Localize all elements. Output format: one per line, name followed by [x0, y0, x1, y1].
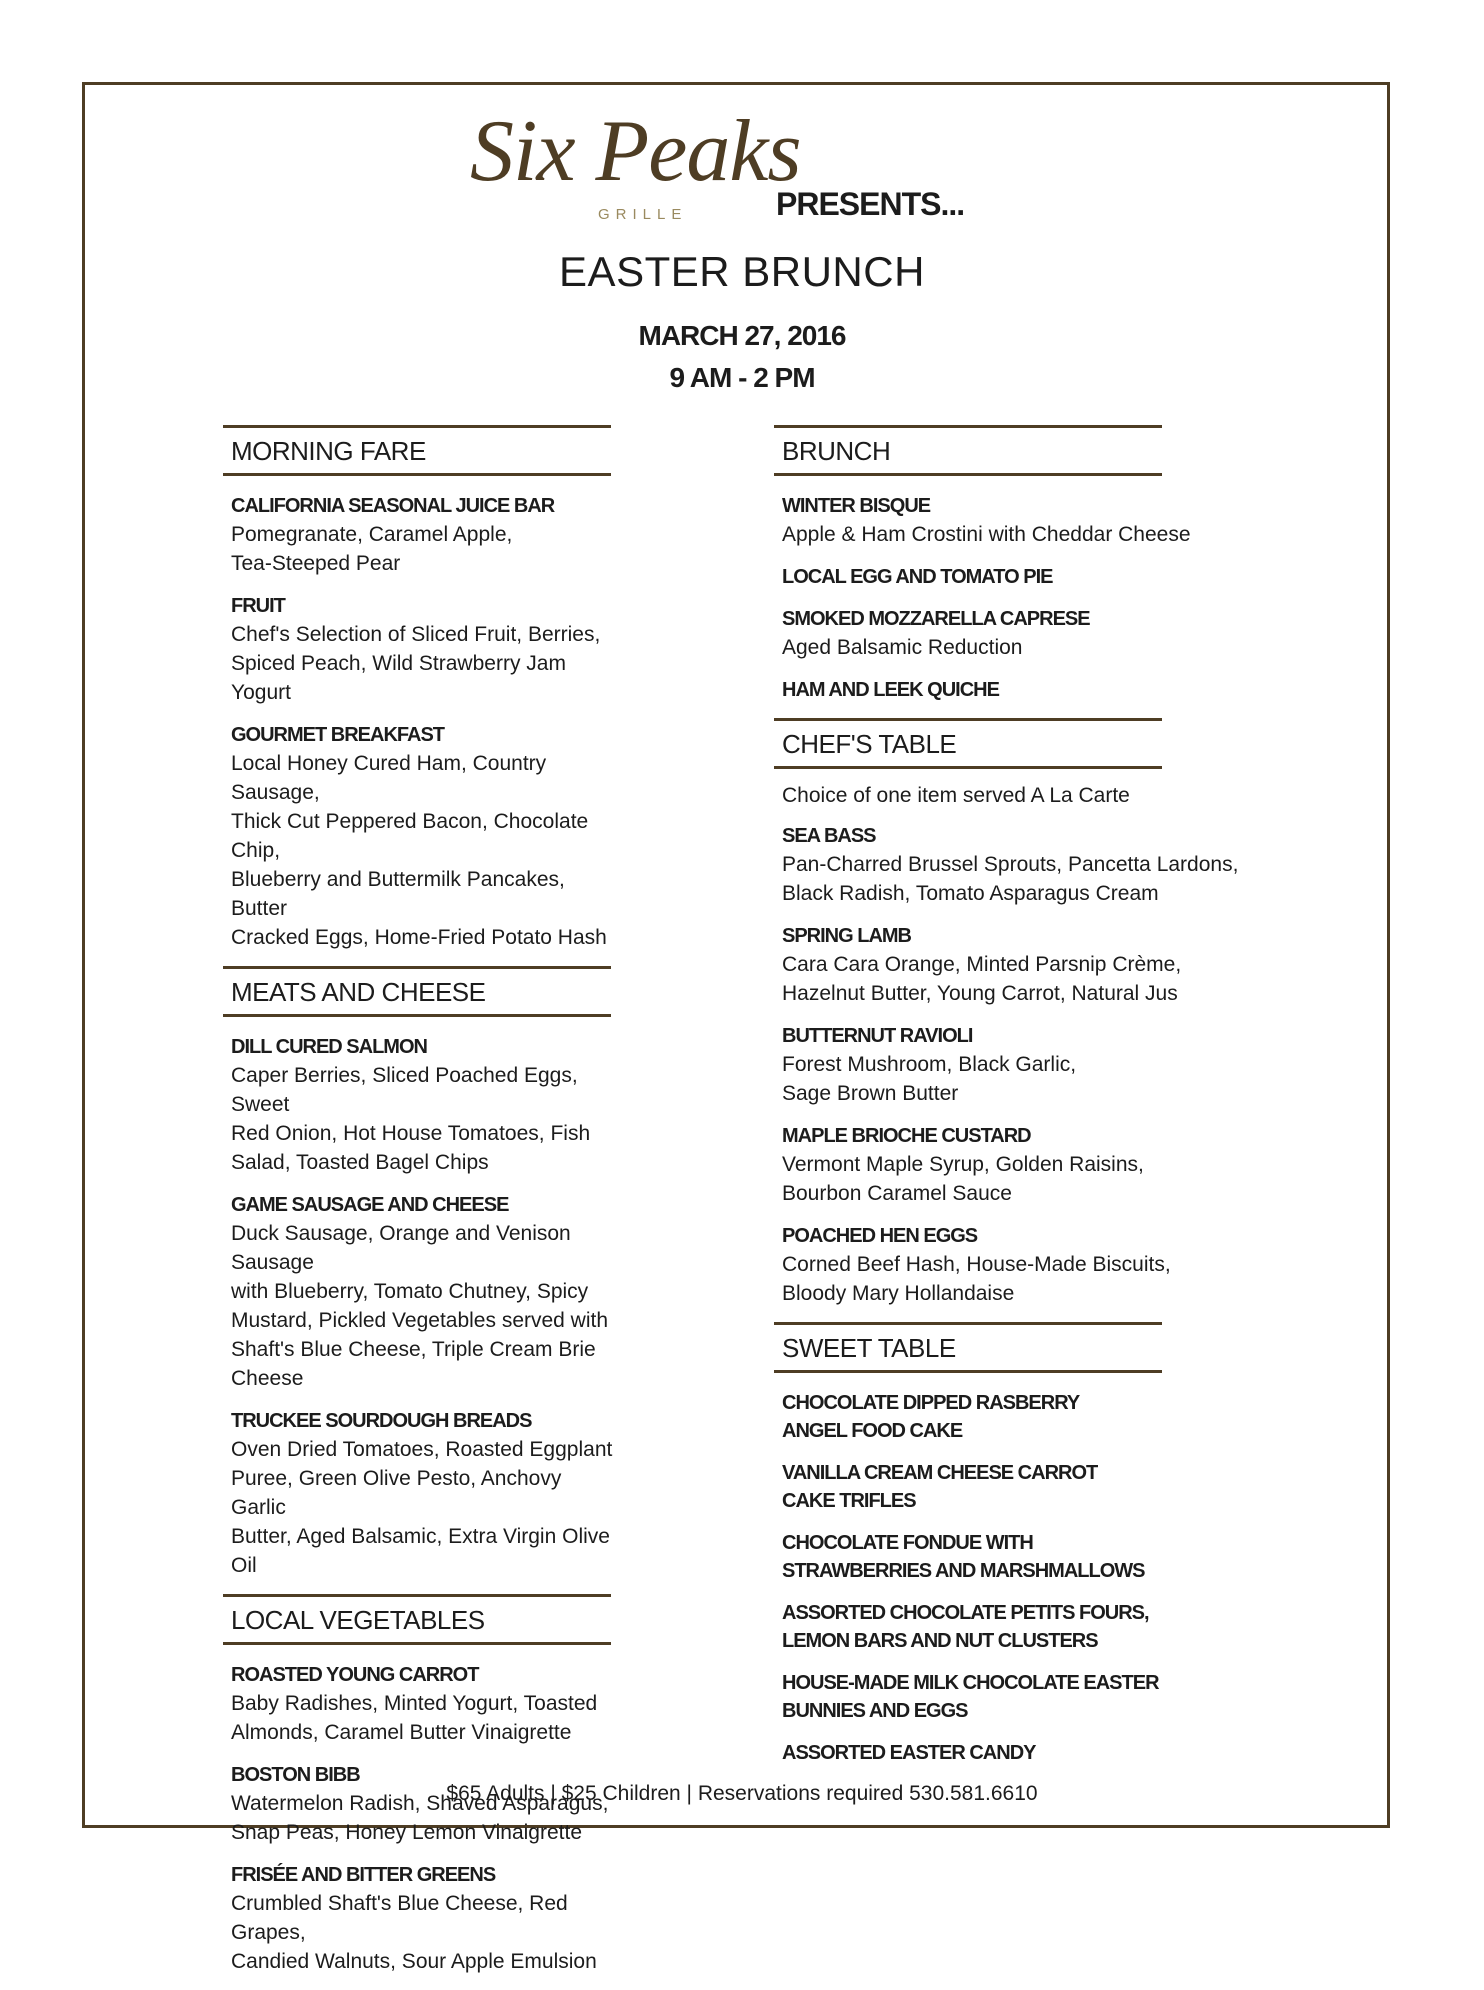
pricing-footer: $65 Adults | $25 Children | Reservations required 530.581.6610 — [446, 1782, 1038, 1805]
section-title: SWEET TABLE — [774, 1322, 1162, 1373]
menu-item-name: HOUSE-MADE MILK CHOCOLATE EASTER BUNNIES AND EGGS — [782, 1672, 1159, 1722]
menu-item — [231, 592, 613, 707]
section-title: CHEF'S TABLE — [774, 718, 1162, 769]
menu-item-name: CHOCOLATE FONDUE WITH STRAWBERRIES AND MARSHMALLOWS — [782, 1532, 1145, 1582]
menu-item-name: FRUIT — [231, 595, 285, 617]
menu-item — [231, 1407, 613, 1580]
menu-item-name: ASSORTED CHOCOLATE PETITS FOURS, LEMON BARS AND NUT CLUSTERS — [782, 1602, 1149, 1652]
menu-item-name: BUTTERNUT RAVIOLI — [782, 1025, 973, 1047]
menu-section — [774, 718, 1294, 1308]
menu-item — [782, 822, 1294, 908]
menu-item — [231, 1861, 613, 1976]
menu-item-description: Chef's Selection of Sliced Fruit, Berries, Spiced Peach, Wild Strawberry Jam Yogurt — [231, 623, 601, 704]
section-title: LOCAL VEGETABLES — [223, 1594, 611, 1645]
menu-item-name: BOSTON BIBB — [231, 1764, 360, 1786]
section-title: MEATS AND CHEESE — [223, 966, 611, 1017]
menu-item — [231, 492, 613, 578]
event-hours: 9 AM - 2 PM — [669, 362, 815, 393]
menu-item-name: FRISÉE AND BITTER GREENS — [231, 1864, 496, 1886]
menu-item-name: LOCAL EGG AND TOMATO PIE — [782, 566, 1053, 588]
menu-item-description: Crumbled Shaft's Blue Cheese, Red Grapes, Candied Walnuts, Sour Apple Emulsion — [231, 1892, 597, 1973]
menu-item-description: Vermont Maple Syrup, Golden Raisins, Bourbon Caramel Sauce — [782, 1153, 1144, 1205]
menu-item-name: CALIFORNIA SEASONAL JUICE BAR — [231, 495, 555, 517]
menu-item-name: CHOCOLATE DIPPED RASBERRY ANGEL FOOD CAKE — [782, 1392, 1080, 1442]
menu-item-name: SEA BASS — [782, 825, 876, 847]
menu-item-description: Watermelon Radish, Shaved Asparagus, Snap Peas, Honey Lemon Vinaigrette — [231, 1792, 609, 1844]
menu-column-left — [223, 425, 613, 1990]
menu-item — [231, 1661, 613, 1747]
menu-item-name: SMOKED MOZZARELLA CAPRESE — [782, 608, 1090, 630]
menu-item-description: Apple & Ham Crostini with Cheddar Cheese — [782, 523, 1191, 546]
menu-item-name: TRUCKEE SOURDOUGH BREADS — [231, 1410, 532, 1432]
menu-item-description: Corned Beef Hash, House-Made Biscuits, Bloody Mary Hollandaise — [782, 1253, 1171, 1305]
menu-item-description: Oven Dried Tomatoes, Roasted Eggplant Puree, Green Olive Pesto, Anchovy Garlic Butter, Aged Balsamic, Extra Virgin Olive Oil — [231, 1438, 613, 1577]
section-title: MORNING FARE — [223, 425, 611, 476]
menu-section — [223, 966, 613, 1580]
menu-item-description: Caper Berries, Sliced Poached Eggs, Sweet Red Onion, Hot House Tomatoes, Fish Salad, Toasted Bagel Chips — [231, 1064, 591, 1174]
menu-item — [782, 1222, 1294, 1308]
menu-item — [782, 1122, 1294, 1208]
menu-item-name: HAM AND LEEK QUICHE — [782, 679, 999, 701]
presents-text: PRESENTS... — [776, 186, 965, 222]
logo-subtitle: GRILLE — [598, 206, 688, 223]
menu-item-name: VANILLA CREAM CHEESE CARROT CAKE TRIFLES — [782, 1462, 1098, 1512]
menu-item — [782, 922, 1294, 1008]
menu-item-description: Baby Radishes, Minted Yogurt, Toasted Almonds, Caramel Butter Vinaigrette — [231, 1692, 598, 1744]
section-intro: Choice of one item served A La Carte — [782, 784, 1130, 807]
menu-item — [782, 1529, 1294, 1585]
menu-item-description: Pan-Charred Brussel Sprouts, Pancetta Lardons, Black Radish, Tomato Asparagus Cream — [782, 853, 1239, 905]
menu-item-name: SPRING LAMB — [782, 925, 911, 947]
menu-item — [782, 1599, 1294, 1655]
menu-item-description: Pomegranate, Caramel Apple, Tea-Steeped Pear — [231, 523, 513, 575]
menu-item — [231, 1191, 613, 1393]
menu-item-name: ASSORTED EASTER CANDY — [782, 1742, 1036, 1764]
menu-item — [782, 1739, 1294, 1767]
menu-item — [782, 1389, 1294, 1445]
menu-section — [774, 425, 1294, 704]
menu-item — [231, 721, 613, 952]
menu-item-description: Local Honey Cured Ham, Country Sausage, Thick Cut Peppered Bacon, Chocolate Chip, Blueberry and Buttermilk Pancakes, Butter Cracked Eggs, Home-Fried Potato Hash — [231, 752, 607, 949]
menu-item-name: MAPLE BRIOCHE CUSTARD — [782, 1125, 1031, 1147]
menu-item-description: Duck Sausage, Orange and Venison Sausage with Blueberry, Tomato Chutney, Spicy Mustard, Pickled Vegetables served with Shaft's Blue Cheese, Triple Cream Brie Cheese — [231, 1222, 609, 1390]
page-title: EASTER BRUNCH — [559, 248, 925, 295]
menu-item-description: Forest Mushroom, Black Garlic, Sage Brown Butter — [782, 1053, 1077, 1105]
menu-item-description: Cara Cara Orange, Minted Parsnip Crème, Hazelnut Butter, Young Carrot, Natural Jus — [782, 953, 1182, 1005]
menu-item-name: WINTER BISQUE — [782, 495, 931, 517]
menu-item-description: Aged Balsamic Reduction — [782, 636, 1023, 659]
menu-column-right — [774, 425, 1294, 1781]
menu-item — [782, 1022, 1294, 1108]
section-title: BRUNCH — [774, 425, 1162, 476]
menu-item-name: GAME SAUSAGE AND CHEESE — [231, 1194, 509, 1216]
menu-section — [223, 425, 613, 952]
restaurant-logo — [470, 103, 801, 228]
menu-item — [782, 676, 1294, 704]
menu-item — [782, 563, 1294, 591]
menu-item — [782, 1669, 1294, 1725]
menu-item-name: GOURMET BREAKFAST — [231, 724, 444, 746]
logo-wordmark: Six Peaks — [470, 103, 801, 200]
menu-item-name: DILL CURED SALMON — [231, 1036, 427, 1058]
menu-item-name: ROASTED YOUNG CARROT — [231, 1664, 479, 1686]
menu-item — [782, 605, 1294, 662]
menu-section — [774, 1322, 1294, 1767]
event-date: MARCH 27, 2016 — [638, 320, 846, 351]
menu-item — [231, 1033, 613, 1177]
menu-item — [782, 1459, 1294, 1515]
menu-item-name: POACHED HEN EGGS — [782, 1225, 978, 1247]
menu-item — [782, 492, 1294, 549]
